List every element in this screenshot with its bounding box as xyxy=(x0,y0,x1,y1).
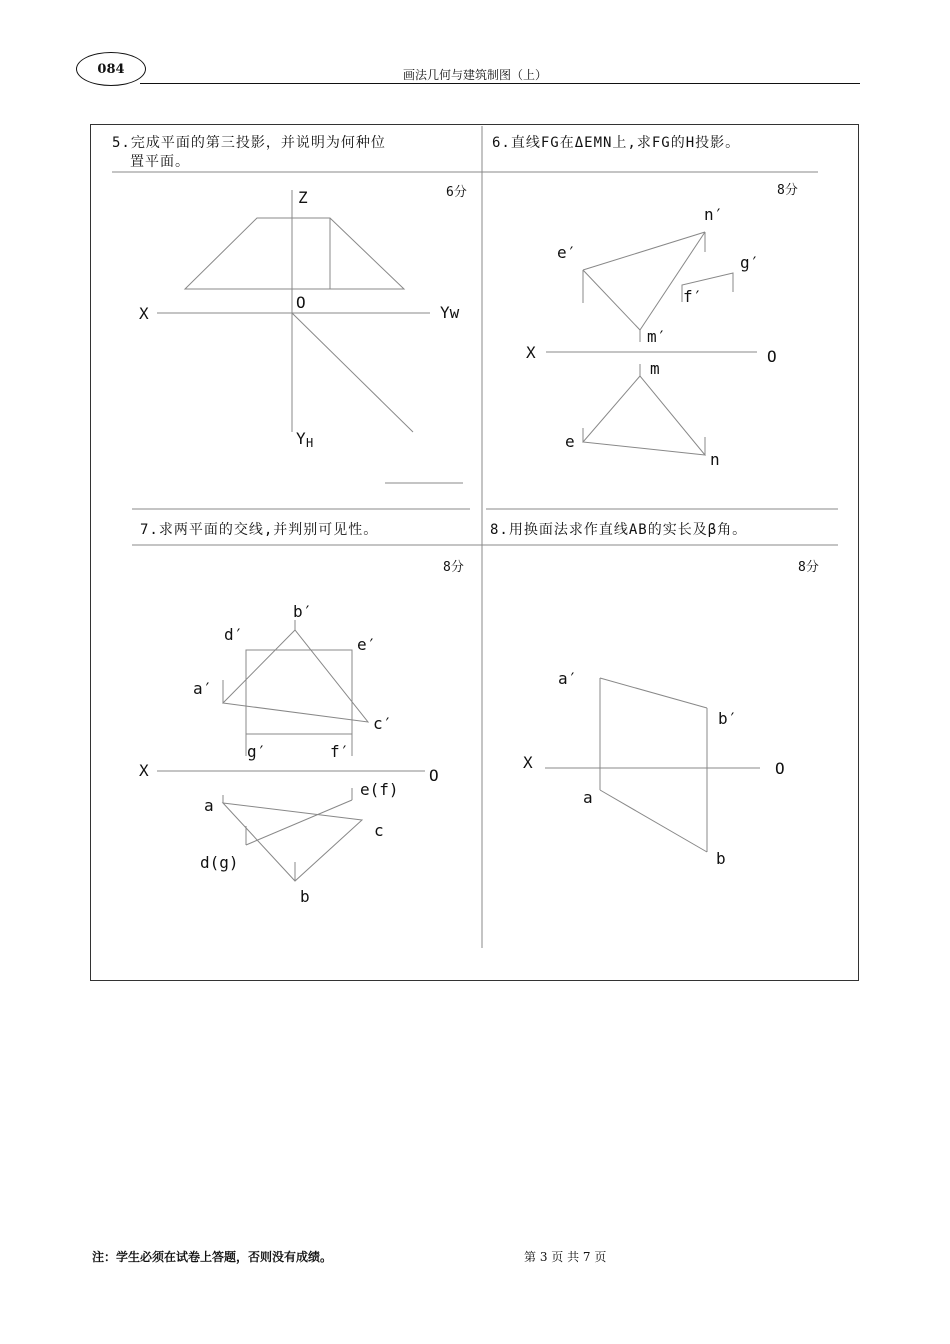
q8-text: 8.用换面法求作直线AB的实长及β角。 xyxy=(490,522,748,538)
q7-label-dg: d(g) xyxy=(200,853,239,872)
q8-a1b1 xyxy=(600,678,707,708)
q7-label-c1: c′ xyxy=(373,714,393,733)
q6-label-m: m xyxy=(650,359,660,378)
q5-label-yh: Y xyxy=(296,429,306,448)
q8-label-a: a xyxy=(583,788,593,807)
q8-score: 8分 xyxy=(798,560,819,575)
q5-text-line1: 5.完成平面的第三投影，并说明为何种位 xyxy=(112,135,386,151)
q6-label-e: e xyxy=(565,432,575,451)
q5-label-o: O xyxy=(296,293,306,312)
q5-45deg-line xyxy=(292,313,413,432)
q6-label-f1: f′ xyxy=(683,287,703,306)
q7-label-b: b xyxy=(300,887,310,906)
q6-label-m1: m′ xyxy=(647,327,667,346)
q6-score: 8分 xyxy=(777,183,798,198)
q7-figure xyxy=(157,620,425,881)
q6-e1n1 xyxy=(583,232,705,270)
q5-label-yw: Yw xyxy=(440,303,460,322)
q7-label-f1: f′ xyxy=(330,742,350,761)
q6-label-n: n xyxy=(710,450,720,469)
q8-label-b1: b′ xyxy=(718,709,738,728)
q8-label-a1: a′ xyxy=(558,669,578,688)
q6-m1e1 xyxy=(583,270,640,330)
q7-label-e1: e′ xyxy=(357,635,377,654)
q8-label-b: b xyxy=(716,849,726,868)
q6-emn xyxy=(583,376,705,455)
q8-ab xyxy=(600,790,707,852)
header-title: 画法几何与建筑制图（上） xyxy=(402,68,547,82)
q7-label-x: X xyxy=(139,761,149,780)
q6-label-o: O xyxy=(767,347,777,366)
q7-label-a1: a′ xyxy=(193,679,213,698)
q5-text-line2: 置平面。 xyxy=(130,154,190,170)
q5-score: 6分 xyxy=(446,185,467,200)
q7-label-d1: d′ xyxy=(224,625,244,644)
page-code: 084 xyxy=(97,61,125,77)
q7-label-ef: e(f) xyxy=(360,780,399,799)
q7-label-c: c xyxy=(374,821,384,840)
q6-label-e1: e′ xyxy=(557,243,577,262)
q7-abc xyxy=(223,803,362,881)
q6-text: 6.直线FG在ΔEMN上,求FG的H投影。 xyxy=(492,135,741,151)
q5-trapezoid xyxy=(185,218,404,289)
q7-defg-prime xyxy=(246,650,352,734)
q8-figure xyxy=(545,678,760,852)
q8-label-x: X xyxy=(523,753,533,772)
q5-label-x: X xyxy=(139,304,149,323)
q6-n1m1 xyxy=(640,232,705,330)
q5-label-z: Z xyxy=(298,188,308,207)
q7-label-o: O xyxy=(429,766,439,785)
q7-label-b1: b′ xyxy=(293,602,313,621)
q5-label-yh-sub: H xyxy=(306,436,314,450)
footer-page-number: 第 3 页 共 7 页 xyxy=(524,1250,607,1264)
footer-note: 注：学生必须在试卷上答题，否则没有成绩。 xyxy=(92,1250,333,1264)
q6-label-n1: n′ xyxy=(704,205,724,224)
q7-label-g1: g′ xyxy=(247,742,267,761)
q5-figure xyxy=(157,190,430,432)
q7-abc-prime xyxy=(223,630,368,722)
q8-label-o: O xyxy=(775,759,785,778)
q6-label-x: X xyxy=(526,343,536,362)
q7-label-a: a xyxy=(204,796,214,815)
q6-label-g1: g′ xyxy=(740,253,760,272)
q7-dg-ef xyxy=(246,800,352,845)
q7-score: 8分 xyxy=(443,560,464,575)
q7-text: 7.求两平面的交线,并判别可见性。 xyxy=(140,522,379,538)
